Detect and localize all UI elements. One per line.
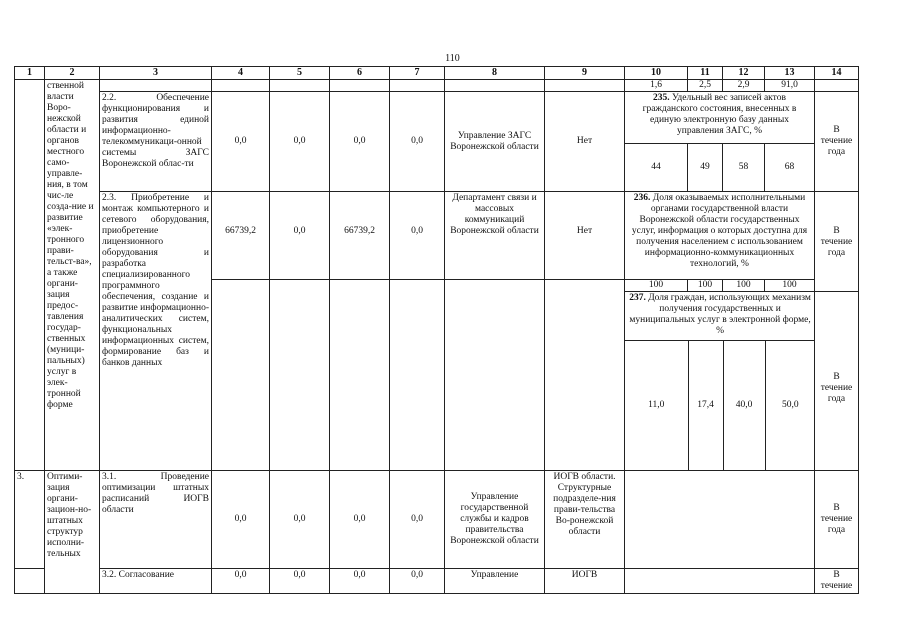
goal-cell: Оптими-зация органи-зацион-но-штатных структур исполни-тельных [45, 471, 100, 594]
table-cell [15, 80, 45, 471]
amount-cell: 0,0 [212, 569, 270, 594]
measure-cell: 2.2. Обеспечение функционирования и развития единой информационно-телекоммуникаци-онной системы ЗАГС Воронежской облас-ти [100, 92, 212, 192]
participant-cell: ИОГВ области. Структурные подразделе-ния прави-тельства Во-ронежской области [545, 471, 625, 569]
amount-cell: 0,0 [270, 471, 330, 569]
table-cell [445, 80, 545, 92]
value-cell: 17,4 [688, 340, 723, 470]
table-cell [390, 80, 445, 92]
value-cell: 40,0 [723, 340, 765, 470]
value-cell: 49 [688, 144, 723, 192]
column-header: 1 [15, 67, 45, 80]
amount-cell: 0,0 [390, 92, 445, 192]
column-header: 3 [100, 67, 212, 80]
participant-cell: Нет [545, 192, 625, 280]
table-cell [625, 569, 815, 594]
term-cell: В течение года [815, 292, 859, 471]
column-header: 2 [45, 67, 100, 80]
executor-cell: Управление ЗАГС Воронежской области [445, 92, 545, 192]
value-cell: 100 [625, 280, 688, 292]
table-cell [330, 280, 390, 471]
amount-cell: 0,0 [212, 92, 270, 192]
value-cell: 2,5 [688, 80, 723, 92]
amount-cell: 66739,2 [330, 192, 390, 280]
term-cell: В течение года [815, 192, 859, 292]
value-cell: 2,9 [723, 80, 765, 92]
indicator-subtable [625, 292, 815, 470]
header-row [15, 67, 859, 80]
value-cell: 11,0 [625, 340, 688, 470]
indicator-title [625, 292, 815, 340]
amount-cell: 66739,2 [212, 192, 270, 280]
table-cell [212, 80, 270, 92]
value-cell: 100 [723, 280, 765, 292]
amount-cell: 0,0 [390, 569, 445, 594]
executor-cell: Управление государственной службы и кадров правительства Воронежской области [445, 471, 545, 569]
column-header: 8 [445, 67, 545, 80]
table-cell [545, 280, 625, 471]
program-table [14, 66, 859, 594]
column-header: 6 [330, 67, 390, 80]
table-cell [15, 569, 45, 594]
table-row [15, 80, 859, 92]
value-cell: 58 [723, 144, 765, 192]
table-cell [815, 80, 859, 92]
amount-cell: 0,0 [330, 569, 390, 594]
table-cell [625, 471, 815, 569]
executor-cell: Управление [445, 569, 545, 594]
table-cell [545, 80, 625, 92]
table-row [625, 292, 815, 340]
table-row [15, 569, 859, 594]
participant-cell: ИОГВ [545, 569, 625, 594]
value-cell: 1,6 [625, 80, 688, 92]
amount-cell: 0,0 [270, 569, 330, 594]
indicator-title [625, 192, 815, 280]
column-header: 11 [688, 67, 723, 80]
term-cell: В течение [815, 569, 859, 594]
term-cell: В течение года [815, 471, 859, 569]
measure-cell: 2.3. Приобретение и монтаж компьютерного и сетевого оборудования, приобретение лицензионного оборудования и разработка специализированного программного обеспечения, создание и развитие информационно-аналитических систем, функциональных информационных систем, формирование баз и банков данных [100, 192, 212, 471]
indicator-text: Доля оказываемых исполнительными органами государственной власти Воронежской области государственных услуг, информация о которых доступна для получения населением с использованием информационно-коммуникационных технологий, % [631, 193, 808, 269]
indicator-number: 236. [633, 193, 651, 203]
table-row [15, 92, 859, 144]
column-header: 5 [270, 67, 330, 80]
amount-cell: 0,0 [390, 471, 445, 569]
value-cell: 100 [765, 280, 815, 292]
indicator-text: Удельный вес записей актов гражданского состояния, внесенных в единую электронную базу данных управления ЗАГС, % [642, 93, 797, 136]
column-header: 10 [625, 67, 688, 80]
value-cell: 68 [765, 144, 815, 192]
column-header: 14 [815, 67, 859, 80]
amount-cell: 0,0 [330, 92, 390, 192]
indicator-number: 237. [629, 293, 646, 303]
table-cell [270, 280, 330, 471]
amount-cell: 0,0 [330, 471, 390, 569]
measure-cell: 3.1. Проведение оптимизации штатных расписаний ИОГВ области [100, 471, 212, 569]
amount-cell: 0,0 [270, 192, 330, 280]
value-cell: 91,0 [765, 80, 815, 92]
column-header: 13 [765, 67, 815, 80]
table-row [15, 471, 859, 569]
goal-cell: ственной власти Воро-нежской области и органов местного само-управле-ния, в том чис-ле созда-ние и развитие «элек-тронного прави-тельст-ва», а также органи-зация предос-тавления государ-ственных (муници-пальных) услуг в элек-тронной форме [45, 80, 100, 471]
table-cell [270, 80, 330, 92]
indicator-title [625, 92, 815, 144]
term-cell: В течение года [815, 92, 859, 192]
participant-cell: Нет [545, 92, 625, 192]
table-cell [100, 80, 212, 92]
value-cell: 44 [625, 144, 688, 192]
indicator-number: 235. [653, 93, 670, 103]
column-header: 4 [212, 67, 270, 80]
indicator-block [625, 292, 815, 471]
table-cell [390, 280, 445, 471]
table-cell [445, 280, 545, 471]
indicator-text: Доля граждан, использующих механизм получения государственных и муниципальных услуг в электронной форме, % [629, 293, 811, 336]
measure-cell: 3.2. Согласование [100, 569, 212, 594]
value-cell: 50,0 [781, 399, 799, 410]
table-row [15, 192, 859, 280]
column-header: 9 [545, 67, 625, 80]
row-number: 3. [15, 471, 45, 569]
page-number: 110 [445, 53, 460, 64]
table-cell [212, 280, 270, 471]
column-header: 7 [390, 67, 445, 80]
amount-cell: 0,0 [390, 192, 445, 280]
column-header: 12 [723, 67, 765, 80]
table-row [625, 340, 815, 470]
amount-cell: 0,0 [212, 471, 270, 569]
amount-cell: 0,0 [270, 92, 330, 192]
table-cell [330, 80, 390, 92]
value-cell: 100 [688, 280, 723, 292]
executor-cell: Департамент связи и массовых коммуникаций Воронежской области [445, 192, 545, 280]
